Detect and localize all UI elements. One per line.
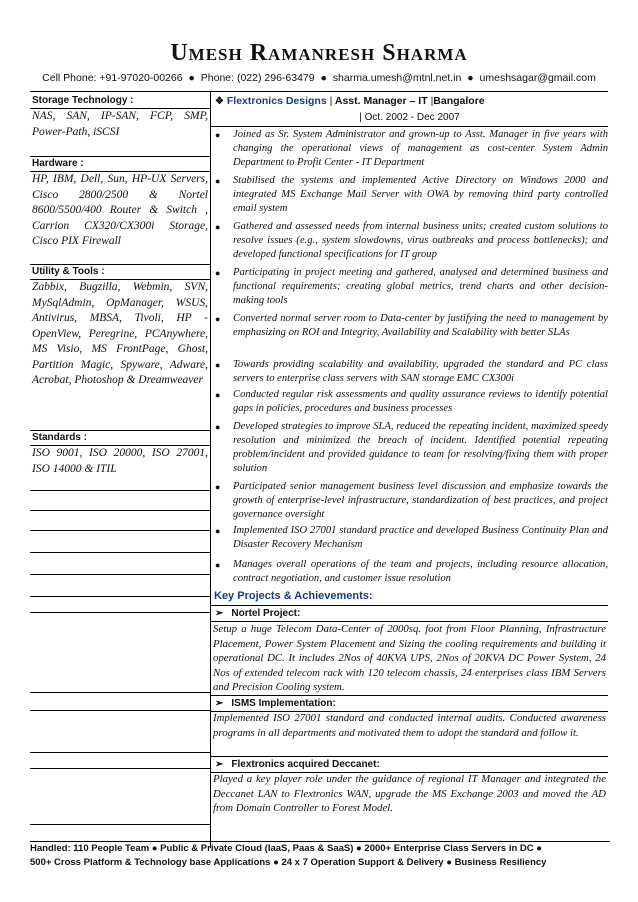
blank-rule <box>30 530 210 531</box>
list-item: ● Conducted regular risk assessments and quality assurance reviews to identify potential gaps in policies, procedures and business processes <box>215 389 608 414</box>
blank-rule <box>30 596 210 597</box>
project-text: Played a key player role under the guidance of regional IT Manager and integrated the Deccanet LAN to Flextronics WAN, upgrade the MS Exchange 2003 and moved the AD from Domain Controller to Forest Model. <box>213 773 606 814</box>
cell-phone: Cell Phone: +91-97020-00266 <box>42 72 183 84</box>
list-item: ● Towards providing scalability and availability, upgraded the standard and PC class servers to enterprise class servers with SAN storage EMC CX300i <box>215 359 608 384</box>
arrow-bullet-icon: ➢ <box>215 759 224 770</box>
list-item: ● Gathered and assessed needs from internal business units; created custom solutions to resolve issues (e.g., system slowdowns, virus outbreaks and process bottlenecks); and developed functional specifications for IT group <box>215 221 608 260</box>
blank-rule <box>30 824 210 825</box>
list-item: ● Joined as Sr. System Administrator and grown-up to Asst. Manager in five years with changing the operational views of management as cost-center System Admin Department to Profit Center - IT Department <box>215 129 608 168</box>
project-title: ➢ Nortel Project: <box>211 605 608 622</box>
arrow-bullet-icon: ➢ <box>215 698 224 709</box>
project-title: ➢ Flextronics acquired Deccanet: <box>211 756 608 773</box>
candidate-name: Umesh Ramanresh Sharma <box>170 40 468 66</box>
job-title: Asst. Manager – IT <box>334 95 428 107</box>
hardware-text: HP, IBM, Dell, Sun, HP-UX Servers, Cisco 2800/2500 & Nortel 8600/5500/400 Router & Switch , Carrion CX320/CX300i Storage, Cisco PIX Firewall <box>32 173 208 247</box>
hardware-section <box>30 156 210 250</box>
storage-section <box>30 94 210 140</box>
project-title: ➢ ISMS Implementation: <box>211 695 608 712</box>
footer-summary <box>30 841 610 870</box>
blank-rule <box>30 552 210 553</box>
list-item: ● Manages overall operations of the team and projects, including resource allocation, contract negotiation, and customer issue resolution <box>215 559 608 584</box>
footer-line-1: Handled: 110 People Team ● Public & Private Cloud (IaaS, Paas & SaaS) ● 2000+ Enterprise Class Servers in DC ● <box>30 843 543 854</box>
rule <box>211 126 608 127</box>
footer-line-2: 500+ Cross Platform & Technology base Applications ● 24 x 7 Operation Support & Delivery ● Business Resiliency <box>30 857 547 868</box>
utility-heading: Utility & Tools : <box>30 265 210 280</box>
project-text: Setup a huge Telecom Data-Center of 2000sq. foot from Floor Planning, Infrastructure Placement, Power System Placement and Sizing the cooling requirements and building it operational DC. It includes 2Nos of 40KVA UPS, 2Nos of 20KVA DC Power System, 24 Nos of extended telecom rack with 120 telecom chassis, 24 enterprises class IBM Servers and Precision Cooling system. <box>213 623 606 693</box>
email-secondary[interactable]: umeshsagar@gmail.com <box>479 72 596 84</box>
skills-column <box>30 92 211 848</box>
job-period: | Oct. 2002 - Dec 2007 <box>359 112 460 123</box>
job-location: Bangalore <box>433 95 485 107</box>
projects-heading: Key Projects & Achievements: <box>214 590 373 602</box>
list-item: ● Participated senior management business level discussion and emphasize towards the growth of enterprise-level infrastructure, standardization of best practices, and project governance oversight <box>215 481 608 520</box>
hardware-heading: Hardware : <box>30 157 210 172</box>
list-item: ● Participating in project meeting and gathered, analysed and determined business and functional requirements; creating global metrics, trend charts and other decision-making tools <box>215 267 608 306</box>
company-name: Flextronics Designs <box>226 95 327 107</box>
bullet-dot: ● <box>467 72 474 84</box>
blank-rule <box>30 574 210 575</box>
storage-text: NAS, SAN, IP-SAN, FCP, SMP, Power-Path, iSCSI <box>32 110 208 138</box>
job-title-line: ❖ Flextronics Designs | Asst. Manager – IT |Bangalore <box>215 95 485 107</box>
list-item: ● Developed strategies to improve SLA, reduced the repeating incident, maximized speedy resolution and minimized the breach of incident. Identified potential repeating problem/incident and provided guidance to team for resolving/fixing them with proper solution <box>215 421 608 474</box>
blank-rule <box>30 710 210 711</box>
list-item: ● Implemented ISO 27001 standard practice and developed Business Continuity Plan and Disaster Recovery Mechanism <box>215 525 608 550</box>
standards-text: ISO 9001, ISO 20000, ISO 27001, ISO 14000 & ITIL <box>32 447 208 475</box>
utility-text: Zabbix, Bugzilla, Webmin, SVN, MySqlAdmin, OpManager, WSUS, Antivirus, MBSA, Tivoli, HP - OpenView, Peregrine, PCAnywhere, MS Visio, MS FrontPage, Ghost, Partition Magic, Spyware, Adware, Acrobat, Photoshop & Dreamweaver <box>32 281 208 386</box>
storage-heading: Storage Technology : <box>30 94 210 109</box>
blank-rule <box>30 612 210 613</box>
blank-rule <box>30 490 210 491</box>
home-phone: Phone: (022) 296-63479 <box>200 72 315 84</box>
list-item: ● Converted normal server room to Data-center by justifying the need to management by emphasizing on ROI and Integrity, Availability and Scalability with better SLAs <box>215 313 608 338</box>
contact-line <box>0 72 638 84</box>
blank-rule <box>30 510 210 511</box>
email-primary[interactable]: sharma.umesh@mtnl.net.in <box>332 72 462 84</box>
utility-section <box>30 264 210 389</box>
standards-section <box>30 430 210 477</box>
standards-heading: Standards : <box>30 431 210 446</box>
diamond-bullet-icon: ❖ <box>215 96 224 107</box>
bullet-dot: ● <box>320 72 327 84</box>
list-item: ● Stabilised the systems and implemented Active Directory on Windows 2000 and integrated MS Exchange Mail Server with OWA by removing third party controlled email system <box>215 175 608 214</box>
blank-rule <box>30 752 210 753</box>
bullet-dot: ● <box>188 72 195 84</box>
blank-rule <box>30 692 210 693</box>
project-text: Implemented ISO 27001 standard and conducted internal audits. Conducted awareness programs in all departments and motivated them to adopt the standard and follow it. <box>213 712 606 739</box>
blank-rule <box>30 768 210 769</box>
arrow-bullet-icon: ➢ <box>215 608 224 619</box>
